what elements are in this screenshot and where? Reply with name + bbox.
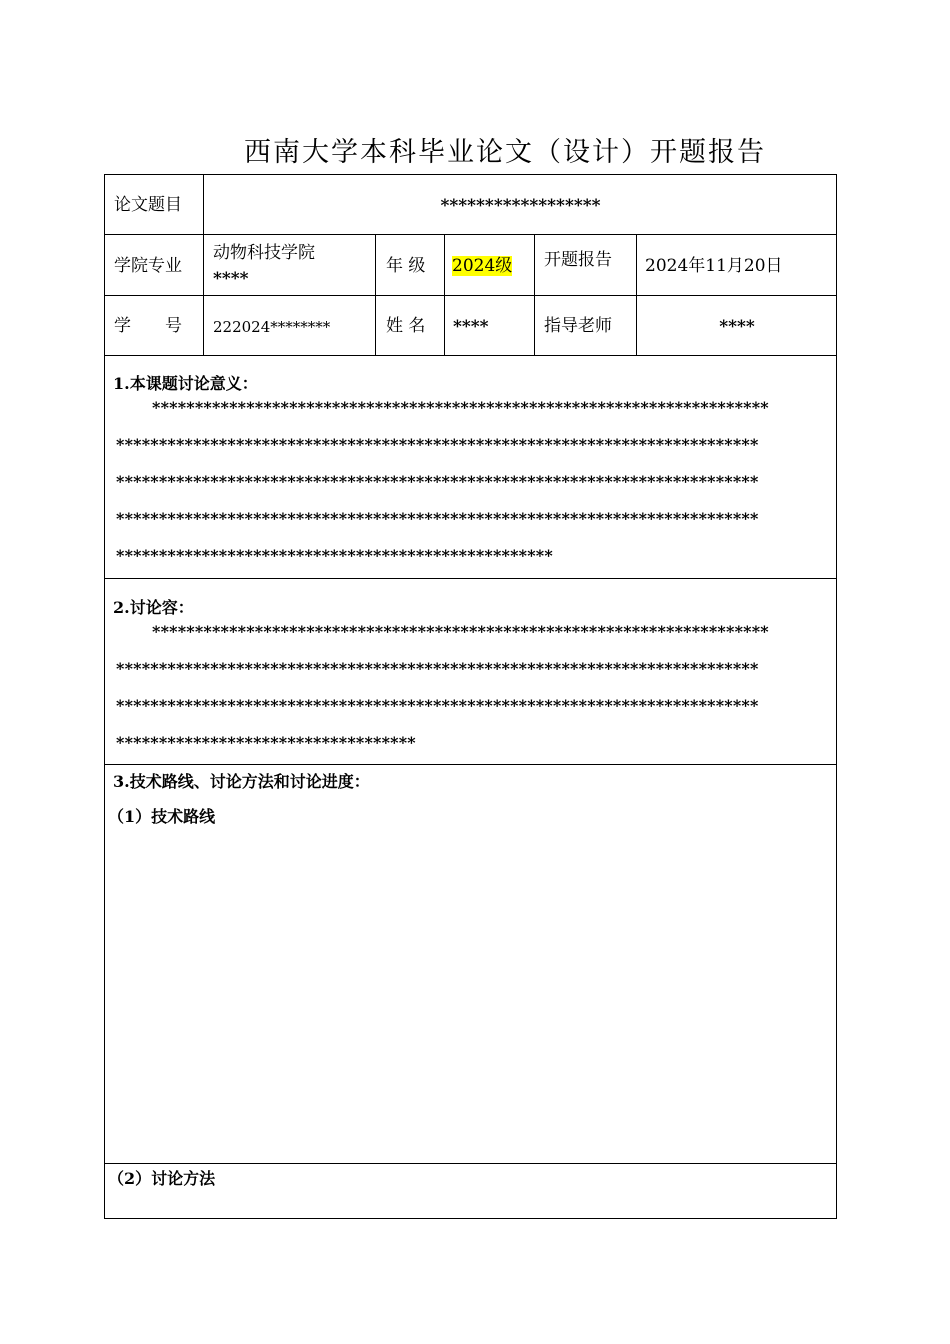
section-1-line: ***************************************************	[116, 546, 553, 565]
column-divider	[375, 234, 376, 355]
name-label: 姓 名	[386, 316, 426, 336]
report-label: 开题报告	[544, 250, 612, 270]
row-divider	[104, 234, 837, 235]
section-3-subheading-route: （1）技术路线	[108, 807, 216, 826]
advisor-label: 指导老师	[544, 316, 612, 336]
college-value-line2: ****	[213, 269, 249, 289]
report-date: 2024年11月20日	[645, 256, 783, 276]
column-divider	[444, 234, 445, 355]
section-2-line: ************************************************************************	[152, 622, 769, 641]
row-divider	[104, 355, 837, 356]
student-id-value: 222024********	[213, 318, 331, 336]
section-2-heading: 2.讨论容：	[113, 598, 194, 617]
column-divider	[534, 234, 535, 355]
college-label: 学院专业	[114, 256, 182, 276]
section-1-heading: 1.本课题讨论意义：	[113, 374, 258, 393]
section-3-subheading-method: （2）讨论方法	[108, 1169, 216, 1188]
thesis-title-label: 论文题目	[114, 195, 182, 215]
advisor-value: ****	[719, 317, 755, 337]
grade-label: 年 级	[386, 256, 426, 276]
student-id-label: 学 号	[114, 316, 182, 336]
grade-value: 2024级	[452, 256, 513, 276]
thesis-title-value: ******************	[440, 196, 601, 216]
row-divider	[104, 578, 837, 579]
section-1-line: ***************************************************************************	[116, 472, 759, 491]
section-2-line: ***************************************************************************	[116, 696, 759, 715]
row-divider	[104, 295, 837, 296]
section-1-line: ***************************************************************************	[116, 509, 759, 528]
document-title: 西南大学本科毕业论文（设计）开题报告	[244, 137, 766, 168]
college-value-line1: 动物科技学院	[213, 243, 315, 263]
name-value: ****	[453, 317, 489, 337]
section-3-heading: 3.技术路线、讨论方法和讨论进度：	[113, 772, 370, 791]
section-2-line: ***********************************	[116, 733, 416, 752]
section-1-line: ************************************************************************	[152, 398, 769, 417]
row-divider	[104, 1163, 837, 1164]
section-1-line: ***************************************************************************	[116, 435, 759, 454]
section-2-line: ***************************************************************************	[116, 659, 759, 678]
row-divider	[104, 764, 837, 765]
